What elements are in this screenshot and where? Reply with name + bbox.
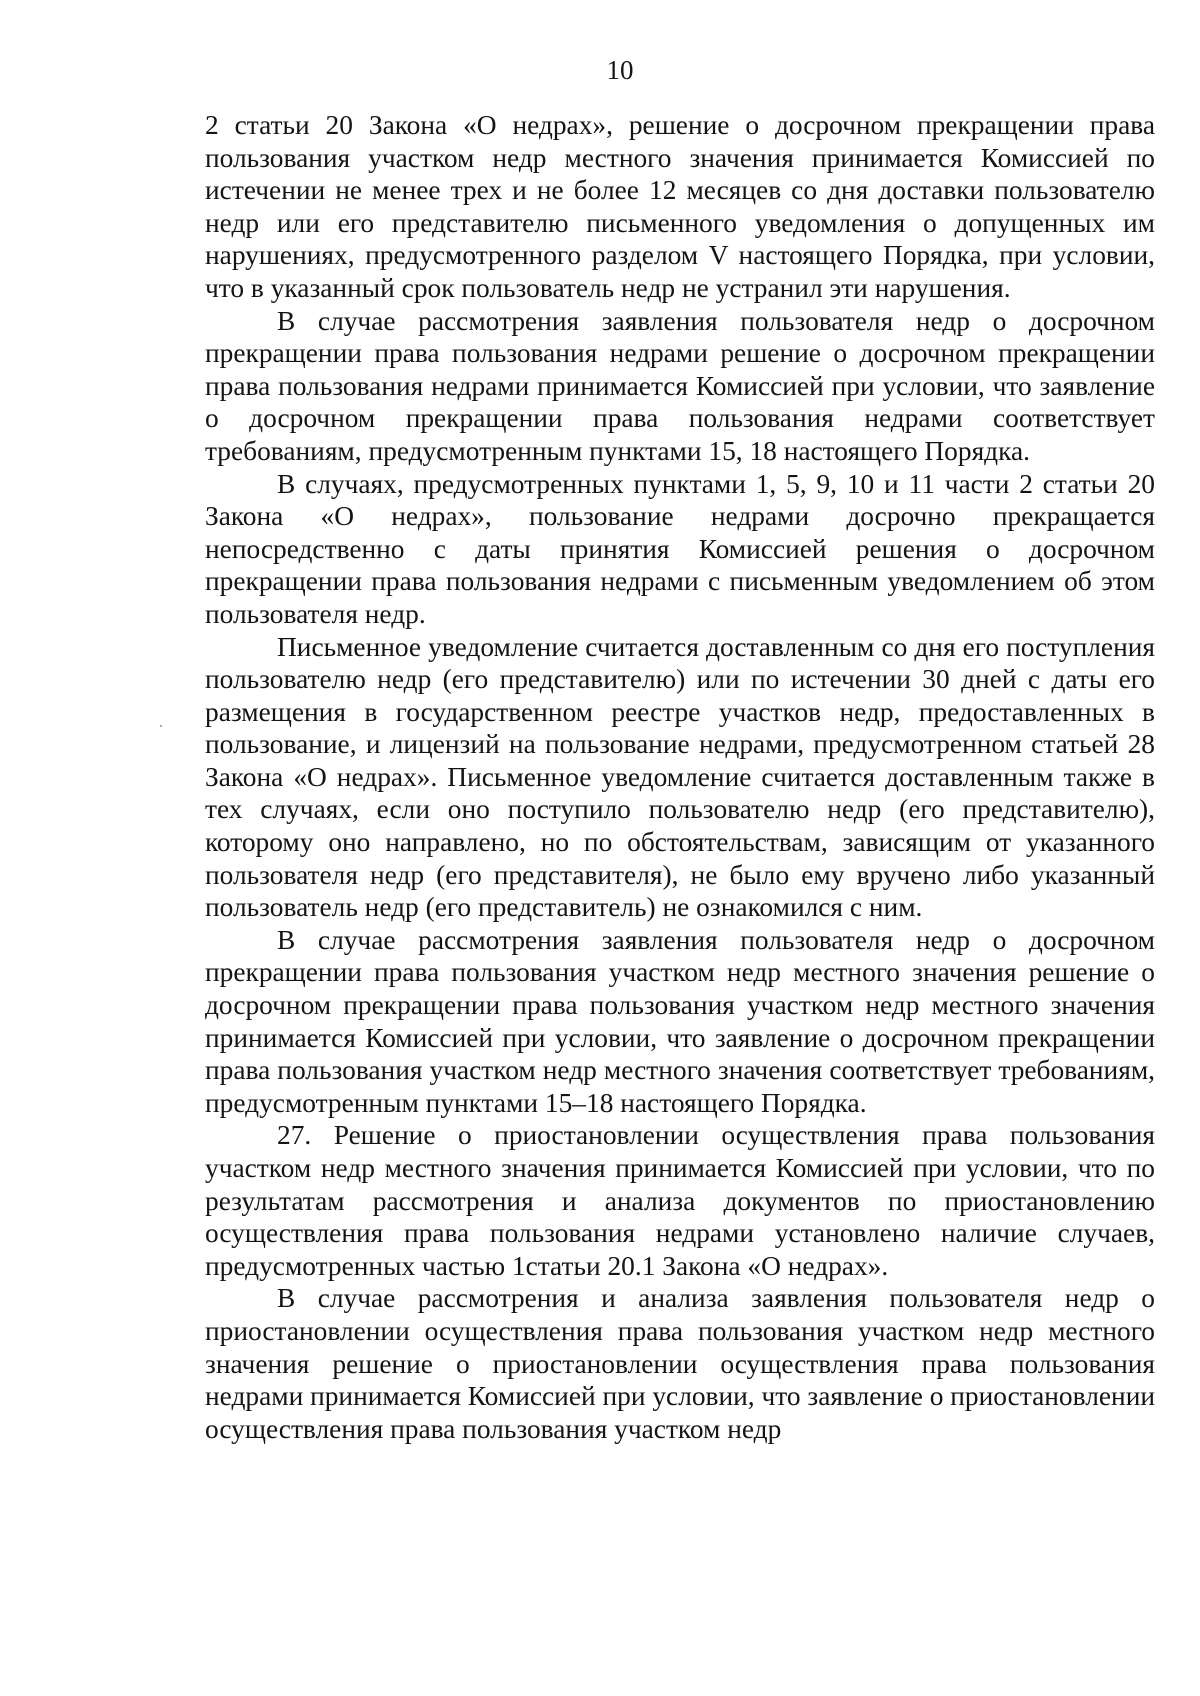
paragraph-continuation: 2 статьи 20 Закона «О недрах», решение о досрочном прекращении права пользования участком недр местного значения принимается Комиссией по истечении не менее трех и не более 12 месяцев со дня доставки пользователю недр или его представителю письменного уведомления о допущенных им нарушениях, предусмотренного разделом V настоящего Порядка, при условии, что в указанный срок пользователь недр не устранил эти нарушения. bbox=[205, 110, 1155, 303]
scan-speck bbox=[160, 725, 162, 727]
paragraph: В случаях, предусмотренных пунктами 1, 5, 9, 10 и 11 части 2 статьи 20 Закона «О недрах», пользование недрами досрочно прекращается непосредственно с даты принятия Комиссией решения о досрочном прекращении права пользования недрами с письменным уведомлением об этом пользователя недр. bbox=[205, 468, 1155, 629]
paragraph: В случае рассмотрения заявления пользователя недр о досрочном прекращении права пользования недрами решение о досрочном прекращении права пользования недрами принимается Комиссией при условии, что заявление о досрочном прекращении права пользования недрами соответствует требованиям, предусмотренным пунктами 15, 18 настоящего Порядка. bbox=[205, 305, 1155, 466]
paragraph: В случае рассмотрения заявления пользователя недр о досрочном прекращении права пользования участком недр местного значения решение о досрочном прекращении права пользования участком недр местного значения принимается Комиссией при условии, что заявление о досрочном прекращении права пользования участком недр местного значения соответствует требованиям, предусмотренным пунктами 15–18 настоящего Порядка. bbox=[205, 924, 1155, 1118]
document-body bbox=[205, 109, 1155, 1445]
paragraph: В случае рассмотрения и анализа заявления пользователя недр о приостановлении осуществления права пользования участком недр местного значения решение о приостановлении осуществления права пользования недрами принимается Комиссией при условии, что заявление о приостановлении осуществления права пользования участком недр bbox=[205, 1283, 1156, 1444]
paragraph: Письменное уведомление считается доставленным со дня его поступления пользователю недр (его представителю) или по истечении 30 дней с даты его размещения в государственном реестре участков недр, предоставленных в пользование, и лицензий на пользование недрами, предусмотренном статьей 28 Закона «О недрах». Письменное уведомление считается доставленным также в тех случаях, если оно поступило пользователю недр (его представителю), которому оно направлено, но по обстоятельствам, зависящим от указанного пользователя недр (его представителя), не было ему вручено либо указанный пользователь недр (его представитель) не ознакомился с ним. bbox=[205, 631, 1155, 923]
page-number: 10 bbox=[606, 55, 634, 85]
paragraph-item-27: 27. Решение о приостановлении осуществления права пользования участком недр местного значения принимается Комиссией при условии, что по результатам рассмотрения и анализа документов по приостановлению осуществления права пользования недрами установлено наличие случаев, предусмотренных частью 1статьи 20.1 Закона «О недрах». bbox=[205, 1120, 1155, 1281]
